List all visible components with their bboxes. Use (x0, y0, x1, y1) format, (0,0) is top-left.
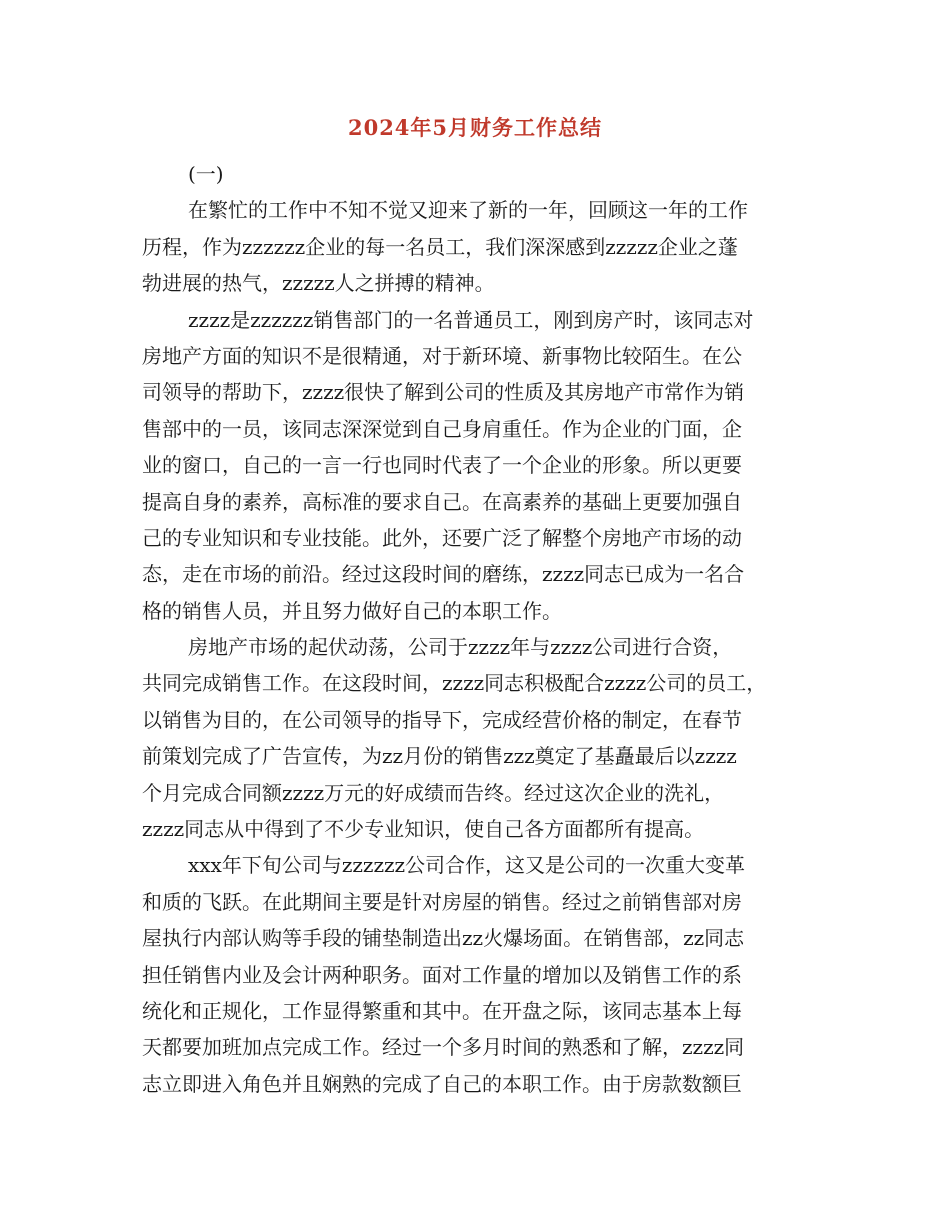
paragraph-line: 勃进展的热气，zzzzz人之拼搏的精神。 (142, 271, 495, 296)
paragraph-line: 格的销售人员，并且努力做好自己的本职工作。 (142, 598, 562, 623)
paragraph-line: xxx年下旬公司与zzzzzz公司合作，这又是公司的一次重大变革 (188, 853, 746, 878)
document-title: 2024年5月财务工作总结 (347, 115, 603, 140)
paragraph-line: 屋执行内部认购等手段的铺垫制造出zz火爆场面。在销售部，zz同志 (142, 926, 745, 951)
paragraph-2 (142, 302, 812, 630)
paragraph-line: 售部中的一员，该同志深深觉到自己身肩重任。作为企业的门面，企 (142, 416, 742, 441)
paragraph-line: 志立即进入角色并且娴熟的完成了自己的本职工作。由于房款数额巨 (142, 1071, 742, 1096)
paragraph-line: 房地产市场的起伏动荡，公司于zzzz年与zzzz公司进行合资， (188, 635, 733, 660)
paragraph-line: 前策划完成了广告宣传，为zz月份的销售zzz奠定了基矗最后以zzzz (142, 744, 737, 769)
section-marker: (一) (188, 162, 224, 186)
paragraph-4 (142, 847, 812, 1102)
paragraph-line: 担任销售内业及会计两种职务。面对工作量的增加以及销售工作的系 (142, 962, 742, 987)
document-body (142, 156, 812, 1102)
paragraph-line: zzzz同志从中得到了不少专业知识，使自己各方面都所有提高。 (142, 817, 705, 842)
paragraph-line: 司领导的帮助下，zzzz很快了解到公司的性质及其房地产市常作为销 (142, 380, 745, 405)
paragraph-line: 提高自身的素养，高标准的要求自己。在高素养的基础上更要加强自 (142, 489, 742, 514)
paragraph-line: 业的窗口，自己的一言一行也同时代表了一个企业的形象。所以更要 (142, 453, 742, 478)
paragraph-line: 天都要加班加点完成工作。经过一个多月时间的熟悉和了解，zzzz同 (142, 1035, 745, 1060)
paragraph-line: 个月完成合同额zzzz万元的好成绩而告终。经过这次企业的洗礼， (142, 780, 725, 805)
paragraph-line: 在繁忙的工作中不知不觉又迎来了新的一年，回顾这一年的工作 (188, 198, 748, 223)
paragraph-line: 共同完成销售工作。在这段时间，zzzz同志积极配合zzzz公司的员工， (142, 671, 767, 696)
paragraph-line: 和质的飞跃。在此期间主要是针对房屋的销售。经过之前销售部对房 (142, 889, 742, 914)
paragraph-line: 统化和正规化，工作显得繁重和其中。在开盘之际，该同志基本上每 (142, 999, 742, 1023)
paragraph-line: 以销售为目的，在公司领导的指导下，完成经营价格的制定，在春节 (142, 707, 742, 732)
paragraph-line: 房地产方面的知识不是很精通，对于新环境、新事物比较陌生。在公 (142, 343, 742, 368)
paragraph-line: 己的专业知识和专业技能。此外，还要广泛了解整个房地产市场的动 (142, 525, 742, 550)
paragraph-line: 历程，作为zzzzzz企业的每一名员工，我们深深感到zzzzz企业之蓬 (142, 234, 738, 259)
paragraph-3 (142, 629, 812, 847)
paragraph-1 (142, 192, 812, 301)
paragraph-line: 态，走在市场的前沿。经过这段时间的磨练，zzzz同志已成为一名合 (142, 562, 745, 587)
paragraph-line: zzzz是zzzzzz销售部门的一名普通员工，刚到房产时，该同志对 (188, 307, 754, 332)
